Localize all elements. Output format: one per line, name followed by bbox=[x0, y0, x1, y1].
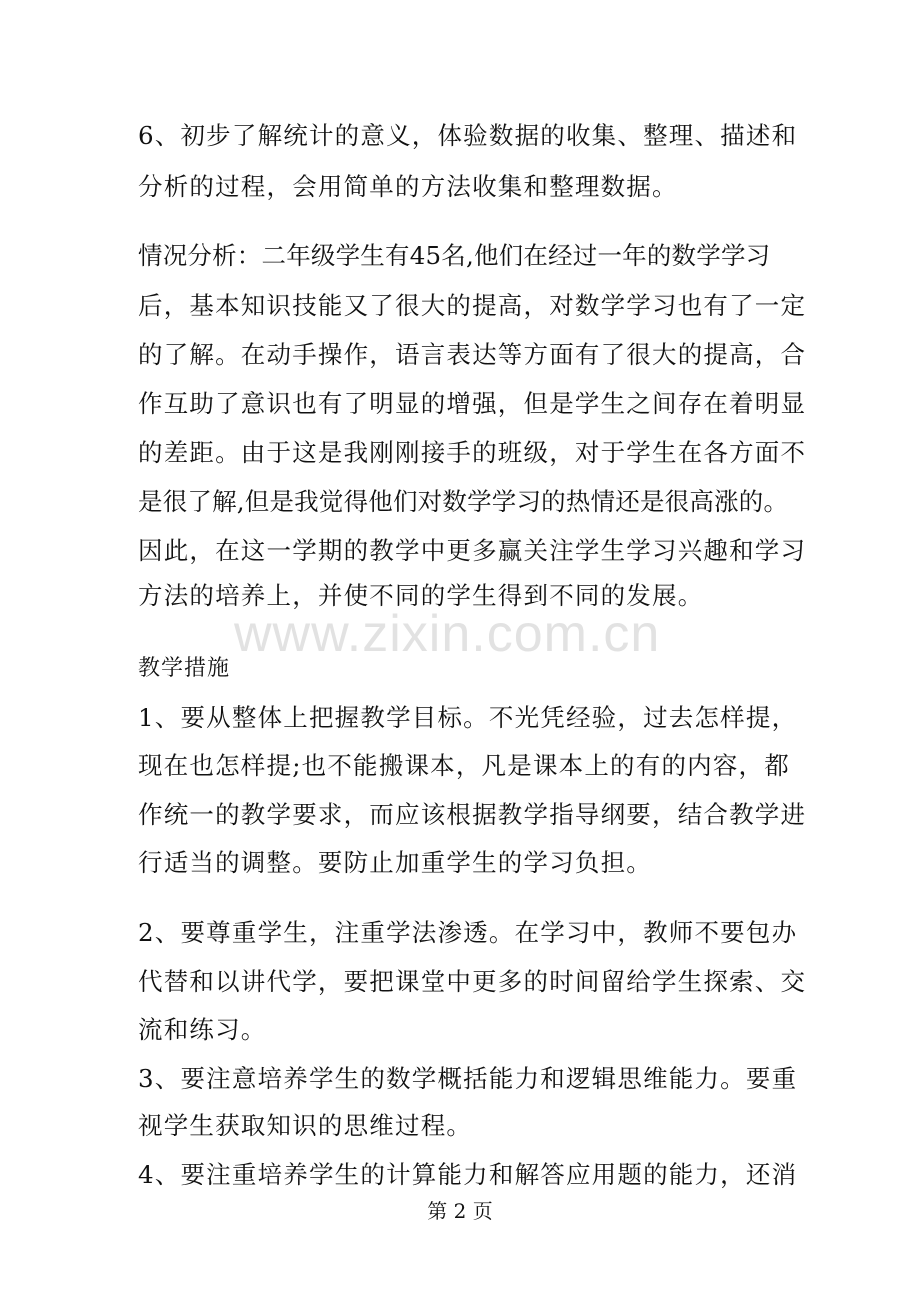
situation-line-2: 后，基本知识技能又了很大的提高，对数学学习也有了一定 bbox=[138, 291, 807, 320]
measures-heading: 教学措施 bbox=[138, 656, 231, 681]
measure-3-line-2: 视学生获取知识的思维过程。 bbox=[138, 1111, 473, 1140]
measure-1-line-2: 现在也怎样提;也不能搬课本，凡是课本上的有的内容，都 bbox=[138, 751, 790, 780]
measure-1-line-3: 作统一的教学要求，而应该根据教学指导纲要，结合教学进 bbox=[138, 800, 807, 829]
measure-2-line-3: 流和练习。 bbox=[138, 1015, 267, 1044]
measure-4-line-1: 4、要注重培养学生的计算能力和解答应用题的能力，还消 bbox=[138, 1160, 798, 1189]
objective-6-line-1: 6、初步了解统计的意义，体验数据的收集、整理、描述和 bbox=[138, 121, 798, 150]
objective-6-line-2: 分析的过程，会用简单的方法收集和整理数据。 bbox=[138, 172, 678, 201]
situation-line-5: 的差距。由于这是我刚刚接手的班级，对于学生在各方面不 bbox=[138, 438, 807, 467]
measure-2-line-1: 2、要尊重学生，注重学法渗透。在学习中，教师不要包办 bbox=[138, 918, 798, 947]
situation-line-8: 方法的培养上，并使不同的学生得到不同的发展。 bbox=[138, 581, 704, 610]
situation-line-3: 的了解。在动手操作，语言表达等方面有了很大的提高，合 bbox=[138, 340, 807, 369]
measure-3-line-1: 3、要注意培养学生的数学概括能力和逻辑思维能力。要重 bbox=[138, 1064, 798, 1093]
measure-1-line-1: 1、要从整体上把握教学目标。不光凭经验，过去怎样提， bbox=[138, 703, 798, 732]
situation-line-6: 是很了解,但是我觉得他们对数学学习的热情还是很高涨的。 bbox=[138, 487, 789, 516]
measure-1-line-4: 行适当的调整。要防止加重学生的学习负担。 bbox=[138, 848, 652, 877]
page-number: 第 2 页 bbox=[427, 1199, 493, 1223]
measure-2-line-2: 代替和以讲代学，要把课堂中更多的时间留给学生探索、交 bbox=[138, 967, 807, 996]
watermark: www.zixin.com.cn bbox=[234, 605, 661, 663]
situation-line-7: 因此，在这一学期的教学中更多赢关注学生学习兴趣和学习 bbox=[138, 536, 807, 565]
situation-line-4: 作互助了意识也有了明显的增强，但是学生之间存在着明显 bbox=[138, 389, 807, 418]
situation-line-1: 情况分析：二年级学生有45名,他们在经过一年的数学学习 bbox=[138, 241, 771, 270]
